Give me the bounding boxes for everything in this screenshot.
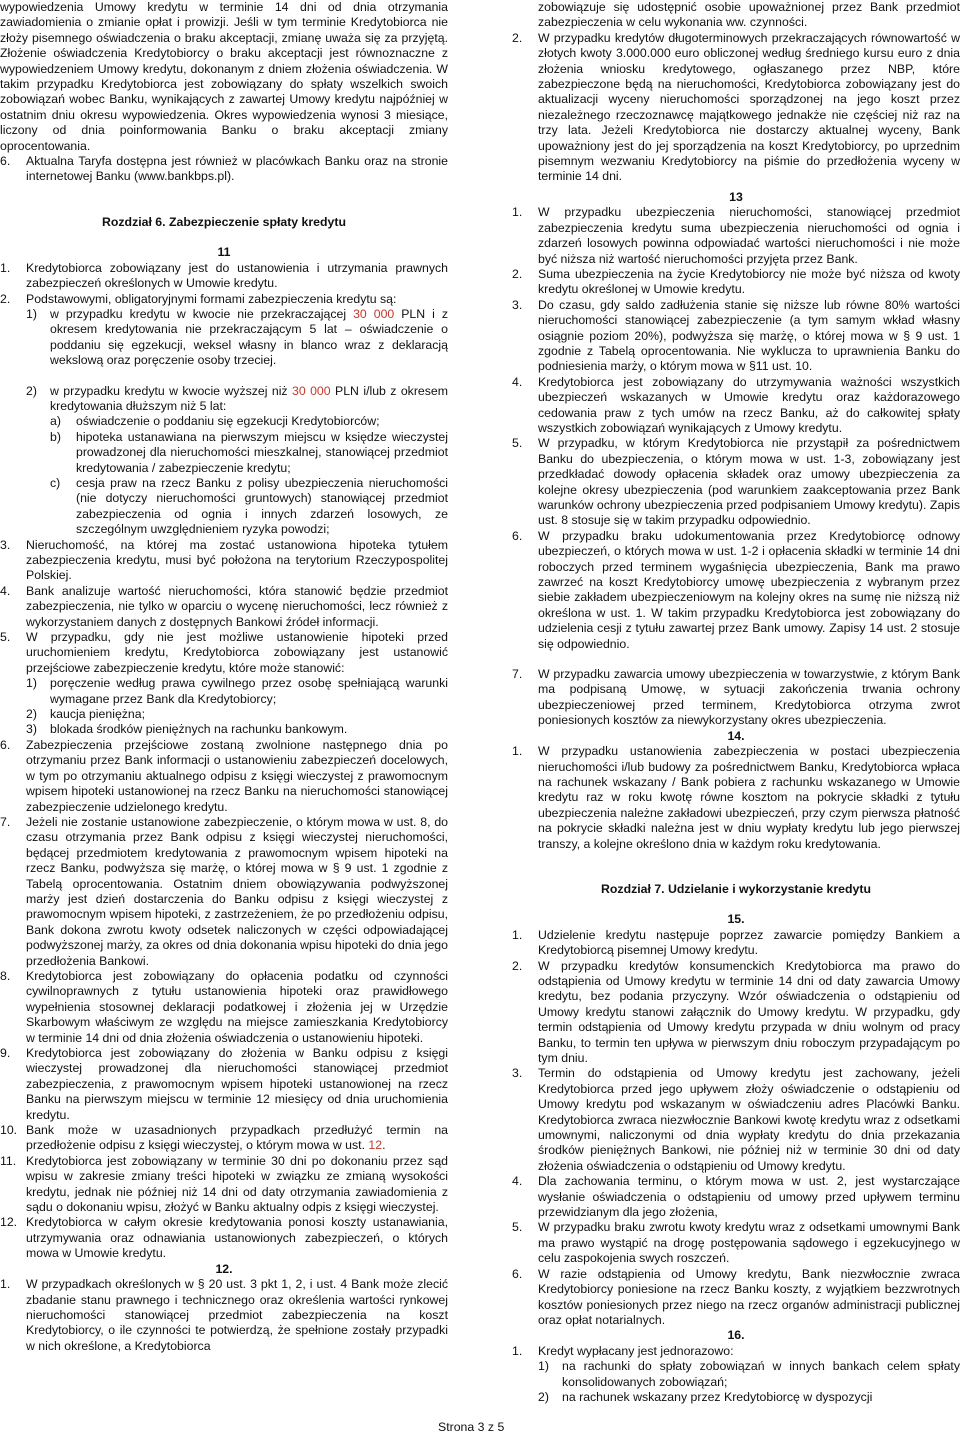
list-item: 5. W przypadku braku zwrotu kwoty kredytu wraz z odsetkami umownymi Bank ma prawo wystąpić na drogę postępowania sądowego i egzekucyjnego w celu zaspokojenia swych roszczeń. xyxy=(512,1220,960,1266)
amount-highlight: 30 000 xyxy=(353,306,395,321)
intro-paragraph: wypowiedzenia Umowy kredytu w terminie 14 dni od dnia otrzymania zawiadomienia o zmianie opłat i prowizji. Jeśli w tym terminie Kredytobiorca nie złoży pisemnego oświadczenia o braku akceptacji, zmianę uważa się za przyjętą. Złożenie oświadczenia Kredytobiorcy o braku akceptacji jest równoznaczne z wypowiedzeniem Umowy kredytu, dokonanym z dniem złożenia oświadczenia. W takim przypadku Kredytobiorca jest zobowiązany do spłaty wszelkich swoich zobowiązań wobec Banku, wynikających z zawartej Umowy kredytu najpóźniej w ostatnim dniu okresu wypowiedzenia. Okres wypowiedzenia wynosi 3 miesiące, liczony od dnia poinformowania Banku o braku akceptacji zmiany oprocentowania. xyxy=(0,0,448,153)
list-item: 2. Suma ubezpieczenia na życie Kredytobiorcy nie może być niższa od kwoty kredytu określonej w Umowie kredytu. xyxy=(512,266,960,297)
section-number: 15. xyxy=(727,912,745,927)
list-item: 12. Kredytobiorca w całym okresie kredytowania ponosi koszty ustanawiania, utrzymywania oraz odnawiania ustanowionych zabezpieczeń, o których mowa w Umowie kredytu. xyxy=(0,1215,448,1261)
list-item: 1) poręczenie według prawa cywilnego przez osobę spełniającą warunki wymagane przez Bank dla Kredytobiorcy; xyxy=(26,676,448,706)
section-number: 14. xyxy=(727,728,745,743)
list-item: 2. W przypadku kredytów konsumenckich Kredytobiorca ma prawo do odstąpienia od Umowy kredytu w terminie 14 dni od daty zawarcia Umowy kredytu, bez podania przyczyny. Wzór oświadczenia o odstąpieniu od Umowy kredytu stanowi załącznik do Umowy kredytu. W przypadku, gdy termin odstąpienia od Umowy kredytu przypada w dniu wolnym od pracy Banku, to termin ten upływa w pierwszym dniu roboczym przypadającym po tym dniu. xyxy=(512,958,960,1065)
list-item: 1. Udzielenie kredytu następuje poprzez zawarcie pomiędzy Bankiem a Kredytobiorcą pisemnej Umowy kredytu. xyxy=(512,927,960,958)
page-number: Strona 3 z 5 xyxy=(438,1420,505,1434)
list-item: 3. Termin do odstąpienia od Umowy kredytu jest zachowany, jeżeli Kredytobiorca przed jego upływem złoży oświadczenie o odstąpieniu od Umowy kredytu pod wskazanym w oświadczeniu adres Placówki Banku. Kredytobiorca zwraca niezwłocznie Bankowi kwotę kredytu wraz z odsetkami umownymi, naliczonymi od dnia wypłaty kredytu do dnia przekazania środków pieniężnych Bankowi, nie później niż w terminie 30 dni od daty złożenia oświadczenia o odstąpieniu od Umowy kredytu. xyxy=(512,1066,960,1173)
list-item: 10. Bank może w uzasadnionych przypadkach przedłużyć termin na przedłożenie odpisu z księgi wieczystej, o którym mowa w ust. 12. xyxy=(0,1123,448,1153)
list-item: 1) na rachunki do spłaty zobowiązań w innych bankach celem spłaty konsolidowanych zobowiązań; xyxy=(538,1359,960,1389)
continued-paragraph: zobowiązuje się udostępnić osobie upoważnionej przez Bank przedmiot zabezpieczenia w celu wykonania ww. czynności. xyxy=(538,0,960,30)
list-item: 3. Do czasu, gdy saldo zadłużenia stanie się niższe lub równe 80% wartości nieruchomości stanowiącej zabezpieczenie (a tym samym wkład własny osiągnie poziom 20%), podwyższa się marżę, o której mowa w § 9 ust. 1 zgodnie z Tabelą oprocentowania. Nie wyklucza to uprawnienia Banku do podniesienia marży, o którym mowa w §11 ust. 10. xyxy=(512,297,960,374)
chapter-heading: Rozdział 7. Udzielanie i wykorzystanie kredytu xyxy=(601,881,871,896)
list-item: 1) w przypadku kredytu w kwocie nie przekraczającej 30 000 PLN i z okresem kredytowania nie przekraczającym 5 lat – oświadczenie o poddaniu się egzekucji, weksel własny in blanco wraz z deklaracją wekslową oraz poręczenie osoby trzeciej. xyxy=(26,306,448,368)
list-item: 2. W przypadku kredytów długoterminowych przekraczających równowartość w złotych kwoty 3.000.000 euro obliczonej według średniego kursu euro z dnia złożenia wniosku kredytowego, ogłaszanego przez NBP, które zabezpieczone będą na nieruchomości, Kredytobiorca zobowiązany jest do aktualizacji wyceny nieruchomości sporządzonej na jego koszt przez niezależnego rzeczoznawcę majątkowego jednakże nie częściej niż raz na trzy lata. Jeżeli Kredytobiorca nie dostarczy aktualnej wyceny, Bank upoważniony jest do jej sporządzenia na koszt Kredytobiorcy, po uprzednim pisemnym wezwaniu Kredytobiorcy na piśmie do przedłożenia wyceny w terminie 14 dni. xyxy=(512,30,960,184)
reference-highlight: 12 xyxy=(368,1138,383,1153)
list-item: 1. W przypadku ubezpieczenia nieruchomości, stanowiącej przedmiot zabezpieczenia kredytu suma ubezpieczenia nieruchomości od ognia i zdarzeń losowych powinna odpowiadać wartości nieruchomości i nie może być niższa niż wartość nieruchomości przyjęta przez Bank. xyxy=(512,205,960,266)
section-number: 12. xyxy=(215,1261,233,1276)
list-item: 5. W przypadku, w którym Kredytobiorca nie przystąpił za pośrednictwem Banku do ubezpieczenia, o którym mowa w ust. 1-3, zobowiązany jest przedkładać dowody opłacenia składek oraz umowy ubezpieczenia za kolejne okresy ubezpieczenia (pod warunkiem zaakceptowania przez Bank warunków ochrony ubezpieczenia przed podpisaniem Umowy kredytu). Zapis ust. 8 stosuje się w takim przypadku odpowiednio. xyxy=(512,436,960,528)
list-item: 1. Kredyt wypłacany jest jednorazowo: xyxy=(512,1343,734,1358)
chapter-heading: Rozdział 6. Zabezpieczenie spłaty kredytu xyxy=(102,214,346,229)
list-item: 9. Kredytobiorca jest zobowiązany do złożenia w Banku odpisu z księgi wieczystej prowadzonej dla nieruchomości stanowiącej przedmiot zabezpieczenia, z prawomocnym wpisem hipoteki ustanowionej na rzecz Banku na pierwszym miejscu w terminie 12 miesięcy od dnia uruchomienia kredytu. xyxy=(0,1046,448,1122)
list-item: 3. Nieruchomość, na której ma zostać ustanowiona hipoteka tytułem zabezpieczenia kredytu, musi być położona na terytorium Rzeczypospolitej Polskiej. xyxy=(0,537,448,583)
section-number: 16. xyxy=(727,1328,745,1343)
list-item: 2) w przypadku kredytu w kwocie wyższej niż 30 000 PLN i/lub z okresem kredytowania dłuższym niż 5 lat: xyxy=(26,383,448,413)
list-item: 2. Podstawowymi, obligatoryjnymi formami zabezpieczenia kredytu są: xyxy=(0,291,397,306)
list-item: 6. W przypadku braku udokumentowania przez Kredytobiorcę odnowy ubezpieczeń, o których mowa w ust. 1-2 i opłacenia składki w terminie 14 dni roboczych przed terminem wygaśnięcia ubezpieczenia, Bank ma prawo zawrzeć na koszt Kredytobiorcy umowę ubezpieczenia z wybranym przez siebie zakładem ubezpieczeniowym na kolejny okres na sumę nie niższą niż określona w ust. 1. W takim przypadku Kredytobiorca jest zobowiązany do udzielenia cesji z tytułu zawartej przez Bank umowy. Zapisy 14 ust. 2 stosuje się odpowiednio. xyxy=(512,528,960,651)
list-item: 5. W przypadku, gdy nie jest możliwe ustanowienie hipoteki przed uruchomieniem kredytu, Kredytobiorca zobowiązany jest ustanowić przejściowe zabezpieczenie kredytu, które może stanowić: xyxy=(0,630,448,675)
list-item: 11. Kredytobiorca jest zobowiązany w terminie 30 dni po dokonaniu przez sąd wpisu w zakresie zmiany treści hipoteki w związku ze zmianą wysokości kredytu, jednak nie później niż 14 dni od daty otrzymania zawiadomienia z sądu o dokonaniu wpisu, złożyć w Banku aktualny odpis z księgi wieczystej. xyxy=(0,1153,448,1215)
right-column xyxy=(512,0,960,1405)
list-item: b) hipoteka ustanawiana na pierwszym miejscu w księdze wieczystej prowadzonej dla nieruchomości mieszkalnej, stanowiącej przedmiot kredytowania / zabezpieczenie kredytu; xyxy=(50,429,448,475)
list-item: 8. Kredytobiorca jest zobowiązany do opłacenia podatku od czynności cywilnoprawnych z tytułu ustanowienia hipoteki oraz prawidłowego wypełnienia stosownej deklaracji podatkowej i złożenia jej w Urzędzie Skarbowym właściwym ze względu na miejsce zamieszkania Kredytobiorcy w terminie 14 dni od dnia złożenia oświadczenia o ustanowieniu hipoteki. xyxy=(0,968,448,1045)
list-item: c) cesja praw na rzecz Banku z polisy ubezpieczenia nieruchomości (nie dotyczy nieruchomości gruntowych) stanowiącej przedmiot zabezpieczenia od ognia i innych zdarzeń losowych, ze szczególnym uwzględnieniem ryzyka powodzi; xyxy=(50,475,448,537)
list-item: 1. Kredytobiorca zobowiązany jest do ustanowienia i utrzymania prawnych zabezpieczeń określonych w Umowie kredytu. xyxy=(0,260,448,291)
list-item: 7. Jeżeli nie zostanie ustanowione zabezpieczenie, o którym mowa w ust. 8, do czasu otrzymania przez Bank odpisu z księgi wieczystej nieruchomości, będącej przedmiotem kredytowania z prawomocnym wpisem hipoteki na rzecz Banku, podwyższa się marżę, o której mowa w § 9 ust. 1 zgodnie z Tabelą oprocentowania. Ostatnim dniem obowiązywania podwyższonej marży jest dzień dostarczenia do Banku odpisu z księgi wieczystej z prawomocnym wpisem hipoteki, z zastrzeżeniem, że po przedłożeniu odpisu, Bank dokona zwrotu kwoty odsetek naliczonych w części odpowiadającej podwyższonej marży, za okres od dnia dokonania wpisu hipoteki do dnia jego przedłożenia Bankowi. xyxy=(0,814,448,968)
list-item: 2) na rachunek wskazany przez Kredytobiorcę w dyspozycji xyxy=(538,1389,873,1404)
list-item: 7. W przypadku zawarcia umowy ubezpieczenia w towarzystwie, z którym Bank ma podpisaną Umowę, w sytuacji zakończenia trwania ochrony ubezpieczeniowej przed terminem, Kredytobiorca otrzyma zwrot poniesionych kosztów za niewykorzystany okres ubezpieczenia. xyxy=(512,667,960,728)
list-item: 3) blokada środków pieniężnych na rachunku bankowym. xyxy=(26,722,348,737)
section-number: 11 xyxy=(217,245,231,260)
list-item: 6. Aktualna Taryfa dostępna jest również w placówkach Banku oraz na stronie internetowej Banku (www.bankbps.pl). xyxy=(0,154,448,184)
list-item: 2) kaucja pieniężna; xyxy=(26,707,146,722)
left-column xyxy=(0,0,448,1354)
list-item: 4. Bank analizuje wartość nieruchomości, która stanowić będzie przedmiot zabezpieczenia, nie tylko w oparciu o wycenę nieruchomości, lecz również z wykorzystaniem danych z dostępnych Bankowi źródeł informacji. xyxy=(0,583,448,629)
list-item: 4. Kredytobiorca jest zobowiązany do utrzymywania ważności wszystkich ubezpieczeń wskazanych w Umowie kredytu oraz każdorazowego cedowania praw z tych umów na rzecz Banku, aż do całkowitej spłaty wszystkich zobowiązań wynikających z Umowy kredytu. xyxy=(512,374,960,435)
list-item: 1. W przypadku ustanowienia zabezpieczenia w postaci ubezpieczenia nieruchomości i/lub budowy za pośrednictwem Banku, Kredytobiorca wpłaca na rachunek wskazany / Bank pobiera z rachunku wskazanego w Umowie kredytu raz w roku kwotę równe kosztom na pokrycie składki z tytułu ubezpieczenia należne zakładowi ubezpieczeń, przy czym pierwsza płatność na pokrycie składki należna jest w dniu wypłaty kredytu lub jego pierwszej transzy, a kolejne określono dnia w każdym roku kredytowania. xyxy=(512,744,960,851)
list-item: 6. W razie odstąpienia od Umowy kredytu, Bank niezwłocznie zwraca Kredytobiorcy poniesione na rzecz Banku koszty, z wyjątkiem bezzwrotnych kosztów poniesionych przez niego na rzecz organów administracji publicznej oraz opłat notarialnych. xyxy=(512,1266,960,1327)
list-item: 1. W przypadkach określonych w § 20 ust. 3 pkt 1, 2, i ust. 4 Bank może zlecić zbadanie stanu prawnego i technicznego oraz określenia wartości rynkowej nieruchomości stanowiącej przedmiot zabezpieczenia na koszt Kredytobiorcy, o ile czynności te potwierdzą, że spełnione zostały przypadki w nich określone, a Kredytobiorca xyxy=(0,1277,448,1353)
section-number: 13 xyxy=(729,189,743,204)
amount-highlight: 30 000 xyxy=(292,383,331,398)
list-item: 4. Dla zachowania terminu, o którym mowa w ust. 2, jest wystarczające wysłanie oświadczenia o odstąpieniu od umowy przed upływem terminu przewidzianym dla jego złożenia, xyxy=(512,1174,960,1220)
list-item: 6. Zabezpieczenia przejściowe zostaną zwolnione następnego dnia po otrzymaniu przez Bank informacji o ustanowieniu zabezpieczeń docelowych, w tym po otrzymaniu aktualnego odpisu z księgi wieczystej z prawomocnym wpisem hipoteki ustanowionej na rzecz Banku na nieruchomości stanowiącej zabezpieczenie udzielonego kredytu. xyxy=(0,737,448,814)
list-item: a) oświadczenie o poddaniu się egzekucji Kredytobiorców; xyxy=(50,414,380,429)
